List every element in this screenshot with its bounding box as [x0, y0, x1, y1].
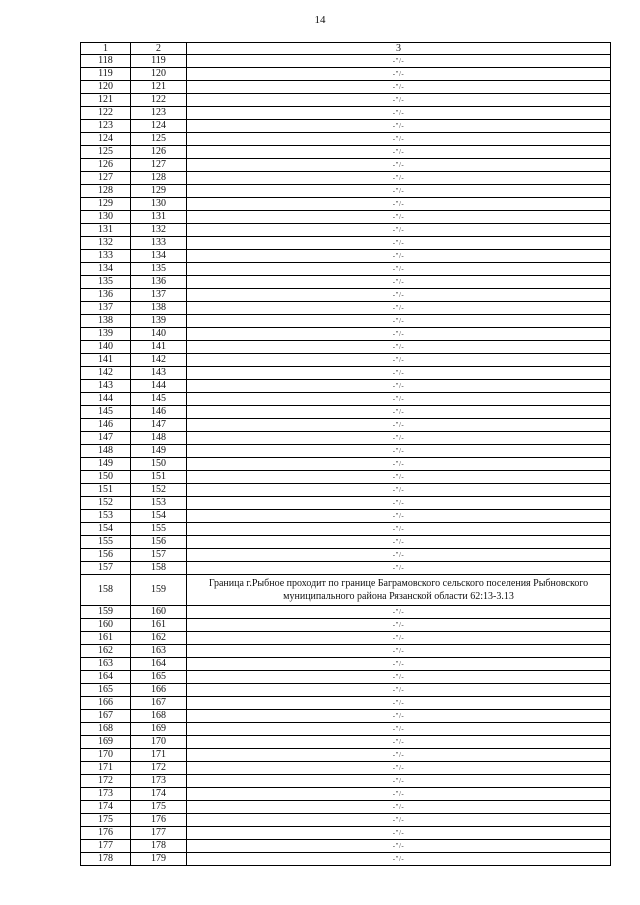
cell-from-point: 145	[81, 406, 131, 419]
table-row	[81, 749, 611, 762]
cell-description: -"/-	[187, 393, 611, 406]
cell-to-point: 120	[131, 68, 187, 81]
cell-description: -"/-	[187, 315, 611, 328]
cell-to-point: 165	[131, 671, 187, 684]
cell-to-point: 143	[131, 367, 187, 380]
cell-description: -"/-	[187, 81, 611, 94]
cell-to-point: 140	[131, 328, 187, 341]
cell-from-point: 157	[81, 562, 131, 575]
table-row	[81, 658, 611, 671]
cell-from-point: 175	[81, 814, 131, 827]
cell-from-point: 159	[81, 606, 131, 619]
table-row	[81, 697, 611, 710]
cell-description: -"/-	[187, 133, 611, 146]
cell-description: -"/-	[187, 263, 611, 276]
cell-description: -"/-	[187, 458, 611, 471]
cell-from-point: 147	[81, 432, 131, 445]
cell-description: -"/-	[187, 198, 611, 211]
cell-from-point: 143	[81, 380, 131, 393]
table-row	[81, 471, 611, 484]
cell-description: -"/-	[187, 276, 611, 289]
cell-from-point: 153	[81, 510, 131, 523]
cell-to-point: 127	[131, 159, 187, 172]
table-row	[81, 68, 611, 81]
cell-description: -"/-	[187, 328, 611, 341]
cell-to-point: 173	[131, 775, 187, 788]
table-row	[81, 302, 611, 315]
cell-description: -"/-	[187, 645, 611, 658]
table-row	[81, 198, 611, 211]
cell-to-point: 175	[131, 801, 187, 814]
cell-description: -"/-	[187, 697, 611, 710]
cell-to-point: 178	[131, 840, 187, 853]
cell-from-point: 137	[81, 302, 131, 315]
table-row	[81, 510, 611, 523]
table-row	[81, 120, 611, 133]
cell-description: -"/-	[187, 536, 611, 549]
page-number: 14	[314, 14, 326, 26]
table-row	[81, 133, 611, 146]
cell-from-point: 162	[81, 645, 131, 658]
cell-description: -"/-	[187, 211, 611, 224]
cell-to-point: 132	[131, 224, 187, 237]
table-row	[81, 237, 611, 250]
table-row	[81, 801, 611, 814]
table-row	[81, 723, 611, 736]
table-row	[81, 172, 611, 185]
cell-from-point: 173	[81, 788, 131, 801]
cell-description: -"/-	[187, 471, 611, 484]
cell-from-point: 136	[81, 289, 131, 302]
cell-to-point: 144	[131, 380, 187, 393]
cell-from-point: 138	[81, 315, 131, 328]
cell-to-point: 151	[131, 471, 187, 484]
table-row	[81, 185, 611, 198]
cell-from-point: 161	[81, 632, 131, 645]
cell-description: -"/-	[187, 237, 611, 250]
cell-description: -"/-	[187, 380, 611, 393]
cell-description: -"/-	[187, 68, 611, 81]
cell-to-point: 142	[131, 354, 187, 367]
table-row	[81, 328, 611, 341]
cell-description: -"/-	[187, 853, 611, 866]
cell-description: -"/-	[187, 827, 611, 840]
table-row	[81, 393, 611, 406]
cell-to-point: 139	[131, 315, 187, 328]
cell-to-point: 158	[131, 562, 187, 575]
cell-from-point: 152	[81, 497, 131, 510]
cell-to-point: 149	[131, 445, 187, 458]
cell-from-point: 133	[81, 250, 131, 263]
table-row	[81, 762, 611, 775]
cell-to-point: 156	[131, 536, 187, 549]
table-row	[81, 159, 611, 172]
cell-description: -"/-	[187, 671, 611, 684]
table-row	[81, 684, 611, 697]
cell-from-point: 129	[81, 198, 131, 211]
cell-from-point: 141	[81, 354, 131, 367]
cell-description: -"/-	[187, 549, 611, 562]
cell-to-point: 154	[131, 510, 187, 523]
cell-to-point: 129	[131, 185, 187, 198]
cell-description: -"/-	[187, 120, 611, 133]
cell-from-point: 174	[81, 801, 131, 814]
cell-from-point: 168	[81, 723, 131, 736]
cell-to-point: 133	[131, 237, 187, 250]
table-row	[81, 549, 611, 562]
cell-description: -"/-	[187, 606, 611, 619]
cell-description: -"/-	[187, 814, 611, 827]
table-row	[81, 406, 611, 419]
cell-description: -"/-	[187, 775, 611, 788]
table-row	[81, 619, 611, 632]
cell-to-point: 159	[131, 575, 187, 606]
cell-description: -"/-	[187, 172, 611, 185]
cell-to-point: 172	[131, 762, 187, 775]
cell-from-point: 177	[81, 840, 131, 853]
table-row	[81, 671, 611, 684]
cell-to-point: 166	[131, 684, 187, 697]
header-cell-1: 1	[81, 43, 131, 55]
cell-description: -"/-	[187, 523, 611, 536]
cell-from-point: 135	[81, 276, 131, 289]
cell-from-point: 149	[81, 458, 131, 471]
header-cell-3: 3	[187, 43, 611, 55]
table-row	[81, 775, 611, 788]
cell-description: -"/-	[187, 562, 611, 575]
boundary-table	[80, 42, 611, 866]
cell-from-point: 121	[81, 94, 131, 107]
cell-from-point: 164	[81, 671, 131, 684]
cell-from-point: 124	[81, 133, 131, 146]
cell-from-point: 156	[81, 549, 131, 562]
cell-from-point: 119	[81, 68, 131, 81]
cell-from-point: 144	[81, 393, 131, 406]
cell-from-point: 160	[81, 619, 131, 632]
table-row	[81, 107, 611, 120]
cell-to-point: 146	[131, 406, 187, 419]
table-row	[81, 536, 611, 549]
cell-from-point: 146	[81, 419, 131, 432]
cell-to-point: 150	[131, 458, 187, 471]
cell-to-point: 155	[131, 523, 187, 536]
cell-to-point: 153	[131, 497, 187, 510]
table-row	[81, 497, 611, 510]
cell-to-point: 177	[131, 827, 187, 840]
table-row	[81, 788, 611, 801]
table-row	[81, 315, 611, 328]
cell-from-point: 166	[81, 697, 131, 710]
table-row	[81, 853, 611, 866]
cell-from-point: 123	[81, 120, 131, 133]
cell-from-point: 139	[81, 328, 131, 341]
cell-description: -"/-	[187, 302, 611, 315]
cell-from-point: 151	[81, 484, 131, 497]
cell-to-point: 136	[131, 276, 187, 289]
cell-description: -"/-	[187, 484, 611, 497]
cell-to-point: 162	[131, 632, 187, 645]
table-row	[81, 341, 611, 354]
cell-to-point: 174	[131, 788, 187, 801]
cell-description: -"/-	[187, 658, 611, 671]
table-row	[81, 445, 611, 458]
cell-description: -"/-	[187, 159, 611, 172]
cell-to-point: 119	[131, 55, 187, 68]
cell-from-point: 127	[81, 172, 131, 185]
table-row	[81, 211, 611, 224]
cell-to-point: 137	[131, 289, 187, 302]
cell-to-point: 161	[131, 619, 187, 632]
table-row	[81, 354, 611, 367]
cell-from-point: 120	[81, 81, 131, 94]
table-row	[81, 458, 611, 471]
table-row	[81, 606, 611, 619]
table-row	[81, 263, 611, 276]
cell-from-point: 170	[81, 749, 131, 762]
cell-description: -"/-	[187, 619, 611, 632]
cell-description: -"/-	[187, 710, 611, 723]
table-row	[81, 55, 611, 68]
table-row	[81, 840, 611, 853]
cell-to-point: 164	[131, 658, 187, 671]
cell-to-point: 126	[131, 146, 187, 159]
cell-description: -"/-	[187, 736, 611, 749]
cell-from-point: 178	[81, 853, 131, 866]
cell-description: -"/-	[187, 788, 611, 801]
cell-to-point: 160	[131, 606, 187, 619]
cell-description: -"/-	[187, 684, 611, 697]
cell-to-point: 167	[131, 697, 187, 710]
table-row	[81, 575, 611, 606]
cell-to-point: 134	[131, 250, 187, 263]
cell-from-point: 118	[81, 55, 131, 68]
table-row	[81, 736, 611, 749]
cell-from-point: 140	[81, 341, 131, 354]
cell-description: -"/-	[187, 224, 611, 237]
cell-description: -"/-	[187, 419, 611, 432]
table-row	[81, 827, 611, 840]
table-row	[81, 523, 611, 536]
table-row	[81, 432, 611, 445]
table-row	[81, 419, 611, 432]
cell-to-point: 121	[131, 81, 187, 94]
cell-from-point: 122	[81, 107, 131, 120]
cell-description: -"/-	[187, 432, 611, 445]
cell-from-point: 126	[81, 159, 131, 172]
cell-from-point: 148	[81, 445, 131, 458]
table-row	[81, 224, 611, 237]
table-row	[81, 484, 611, 497]
cell-to-point: 138	[131, 302, 187, 315]
table-row	[81, 632, 611, 645]
table-row	[81, 367, 611, 380]
cell-to-point: 122	[131, 94, 187, 107]
cell-from-point: 142	[81, 367, 131, 380]
table-row	[81, 146, 611, 159]
cell-description: -"/-	[187, 801, 611, 814]
cell-description: -"/-	[187, 94, 611, 107]
cell-description: -"/-	[187, 497, 611, 510]
cell-description: -"/-	[187, 289, 611, 302]
table-row	[81, 250, 611, 263]
cell-to-point: 179	[131, 853, 187, 866]
cell-description: -"/-	[187, 749, 611, 762]
cell-description: -"/-	[187, 632, 611, 645]
cell-description: -"/-	[187, 445, 611, 458]
table-row	[81, 380, 611, 393]
cell-to-point: 130	[131, 198, 187, 211]
cell-from-point: 176	[81, 827, 131, 840]
cell-from-point: 171	[81, 762, 131, 775]
cell-to-point: 124	[131, 120, 187, 133]
cell-to-point: 171	[131, 749, 187, 762]
cell-to-point: 123	[131, 107, 187, 120]
cell-description: -"/-	[187, 840, 611, 853]
table-body	[81, 43, 611, 866]
cell-description: -"/-	[187, 406, 611, 419]
cell-description: -"/-	[187, 341, 611, 354]
table-row	[81, 645, 611, 658]
cell-from-point: 132	[81, 237, 131, 250]
cell-from-point: 154	[81, 523, 131, 536]
cell-to-point: 141	[131, 341, 187, 354]
table-row	[81, 81, 611, 94]
cell-from-point: 130	[81, 211, 131, 224]
cell-description: -"/-	[187, 146, 611, 159]
cell-from-point: 125	[81, 146, 131, 159]
cell-from-point: 128	[81, 185, 131, 198]
cell-description: -"/-	[187, 723, 611, 736]
table-header-row	[81, 43, 611, 55]
table-row	[81, 94, 611, 107]
cell-to-point: 148	[131, 432, 187, 445]
table-row	[81, 814, 611, 827]
cell-from-point: 165	[81, 684, 131, 697]
cell-to-point: 157	[131, 549, 187, 562]
cell-description: -"/-	[187, 185, 611, 198]
cell-to-point: 176	[131, 814, 187, 827]
table-row	[81, 289, 611, 302]
cell-to-point: 145	[131, 393, 187, 406]
cell-to-point: 135	[131, 263, 187, 276]
cell-from-point: 155	[81, 536, 131, 549]
cell-description: -"/-	[187, 354, 611, 367]
cell-from-point: 134	[81, 263, 131, 276]
cell-to-point: 147	[131, 419, 187, 432]
cell-from-point: 163	[81, 658, 131, 671]
table-row	[81, 562, 611, 575]
cell-to-point: 152	[131, 484, 187, 497]
cell-description: Граница г.Рыбное проходит по границе Баграмовского сельского поселения Рыбновского муниципального района Рязанской области 62:13-3.13	[187, 575, 611, 606]
cell-to-point: 128	[131, 172, 187, 185]
cell-from-point: 158	[81, 575, 131, 606]
cell-description: -"/-	[187, 367, 611, 380]
cell-from-point: 167	[81, 710, 131, 723]
cell-description: -"/-	[187, 107, 611, 120]
cell-to-point: 125	[131, 133, 187, 146]
cell-description: -"/-	[187, 55, 611, 68]
table-row	[81, 710, 611, 723]
cell-from-point: 169	[81, 736, 131, 749]
cell-from-point: 131	[81, 224, 131, 237]
cell-to-point: 168	[131, 710, 187, 723]
cell-from-point: 172	[81, 775, 131, 788]
cell-description: -"/-	[187, 510, 611, 523]
cell-to-point: 131	[131, 211, 187, 224]
cell-description: -"/-	[187, 250, 611, 263]
cell-to-point: 169	[131, 723, 187, 736]
cell-from-point: 150	[81, 471, 131, 484]
table-row	[81, 276, 611, 289]
cell-description: -"/-	[187, 762, 611, 775]
cell-to-point: 163	[131, 645, 187, 658]
cell-to-point: 170	[131, 736, 187, 749]
header-cell-2: 2	[131, 43, 187, 55]
